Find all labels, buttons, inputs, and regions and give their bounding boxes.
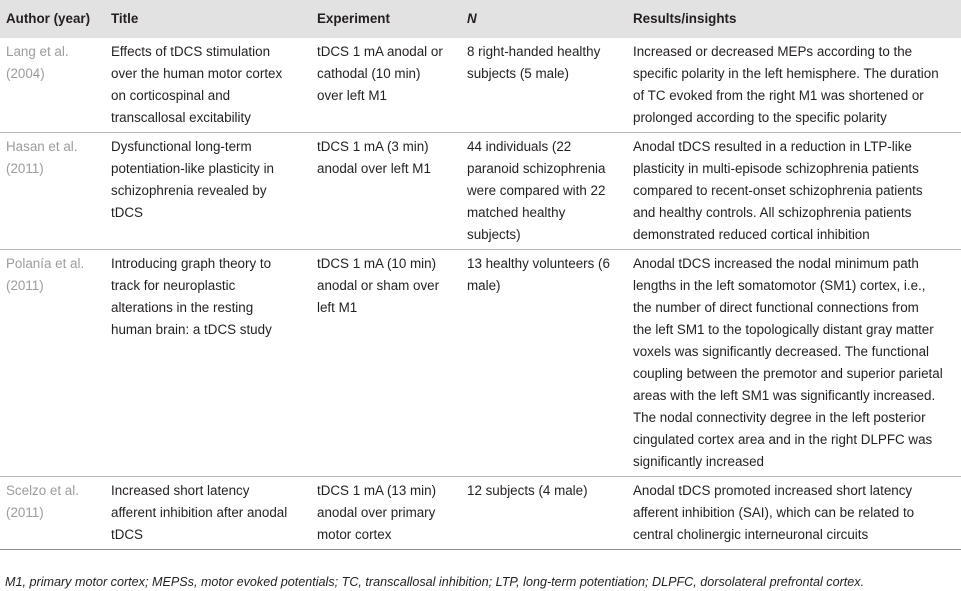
results-line: and healthy controls. All schizophrenia patients [633,205,912,220]
results-line: significantly increased [633,454,764,469]
n-line: were compared with 22 [467,183,606,198]
experiment-line: motor cortex [317,527,392,542]
n-cell [461,250,627,477]
title-line: on corticospinal and [111,88,231,103]
n-line: 12 subjects (4 male) [467,483,588,498]
experiment-cell [311,477,461,550]
title-line: alterations in the resting [111,300,254,315]
experiment-line: tDCS 1 mA (13 min) [317,483,437,498]
results-line: the number of direct functional connections from [633,300,919,315]
results-line: Increased or decreased MEPs according to the [633,44,913,59]
results-line: coupling between the premotor and superior parietal [633,366,943,381]
results-line: The nodal connectivity degree in the left posterior [633,410,926,425]
title-line: transcallosal excitability [111,110,251,125]
results-line: the left SM1 to the topologically distant gray matter [633,322,934,337]
title-line: Dysfunctional long-term [111,139,252,154]
experiment-line: over left M1 [317,88,387,103]
results-line: prolonged according to the specific polarity [633,110,887,125]
experiment-line: anodal or sham over [317,278,440,293]
title-line: tDCS [111,527,143,542]
results-line: Anodal tDCS increased the nodal minimum path [633,256,919,271]
author-line: (2004) [6,66,45,81]
title-cell [105,250,311,477]
title-cell [105,38,311,133]
results-line: lengths in the left somatomotor (SM1) cortex, i.e., [633,278,926,293]
results-line: Anodal tDCS resulted in a reduction in LTP-like [633,139,912,154]
n-cell [461,477,627,550]
author-line: (2011) [6,278,44,293]
table-row [0,477,961,550]
header-experiment: Experiment [317,11,390,26]
experiment-line: cathodal (10 min) [317,66,421,81]
author-cell [0,477,105,550]
title-line: afferent inhibition after anodal [111,505,288,520]
title-line: Introducing graph theory to [111,256,272,271]
header-row [0,0,961,38]
n-line: 44 individuals (22 [467,139,572,154]
experiment-line: anodal over left M1 [317,161,431,176]
author-line: Lang et al. [6,44,69,59]
table-footnote: M1, primary motor cortex; MEPSs, motor evoked potentials; TC, transcallosal inhibition; LTP, long-term potentiation; DLPFC, dorsolateral prefrontal cortex. [5,575,865,589]
title-line: schizophrenia revealed by [111,183,267,198]
results-cell [627,38,961,133]
n-line: matched healthy [467,205,566,220]
experiment-cell [311,38,461,133]
table-row [0,38,961,133]
results-line: demonstrated reduced cortical inhibition [633,227,870,242]
results-cell [627,133,961,250]
n-line: 13 healthy volunteers (6 [467,256,610,271]
results-line: plasticity in multi-episode schizophrenia patients [633,161,919,176]
experiment-line: anodal over primary [317,505,436,520]
author-cell [0,133,105,250]
header-title: Title [111,11,139,26]
author-line: (2011) [6,505,44,520]
title-line: human brain: a tDCS study [111,322,272,337]
experiment-cell [311,133,461,250]
author-line: Hasan et al. [6,139,78,154]
table-body [0,38,961,550]
author-line: Scelzo et al. [6,483,79,498]
table-header [0,0,961,38]
title-line: Effects of tDCS stimulation [111,44,271,59]
results-line: areas with the left SM1 was significantly increased. [633,388,936,403]
title-line: track for neuroplastic [111,278,236,293]
n-cell [461,38,627,133]
experiment-cell [311,250,461,477]
title-line: potentiation-like plasticity in [111,161,275,176]
results-cell [627,477,961,550]
n-line: subjects (5 male) [467,66,569,81]
experiment-line: tDCS 1 mA anodal or [317,44,443,59]
experiment-line: tDCS 1 mA (3 min) [317,139,429,154]
n-cell [461,133,627,250]
n-line: subjects) [467,227,521,242]
author-cell [0,38,105,133]
title-line: over the human motor cortex [111,66,283,81]
results-line: Anodal tDCS promoted increased short latency [633,483,913,498]
results-line: central cholinergic interneuronal circuits [633,527,869,542]
results-line: compared to recent-onset schizophrenia patients [633,183,923,198]
experiment-line: left M1 [317,300,358,315]
title-cell [105,133,311,250]
experiment-line: tDCS 1 mA (10 min) [317,256,437,271]
n-line: 8 right-handed healthy [467,44,601,59]
title-cell [105,477,311,550]
author-line: Polanía et al. [6,256,85,271]
results-line: of TC evoked from the right M1 was shortened or [633,88,924,103]
results-line: voxels was significantly decreased. The functional [633,344,929,359]
header-results-insights: Results/insights [633,11,737,26]
author-line: (2011) [6,161,44,176]
table-row [0,250,961,477]
results-cell [627,250,961,477]
title-line: Increased short latency [111,483,250,498]
n-line: paranoid schizophrenia [467,161,606,176]
header-n: N [467,11,477,26]
results-line: cingulated cortex area and in the right DLPFC was [633,432,933,447]
n-line: male) [467,278,501,293]
author-cell [0,250,105,477]
results-line: specific polarity in the left hemisphere. The duration [633,66,939,81]
title-line: tDCS [111,205,143,220]
table-row [0,133,961,250]
results-line: afferent inhibition (SAI), which can be related to [633,505,915,520]
header-author-year: Author (year) [6,11,91,26]
